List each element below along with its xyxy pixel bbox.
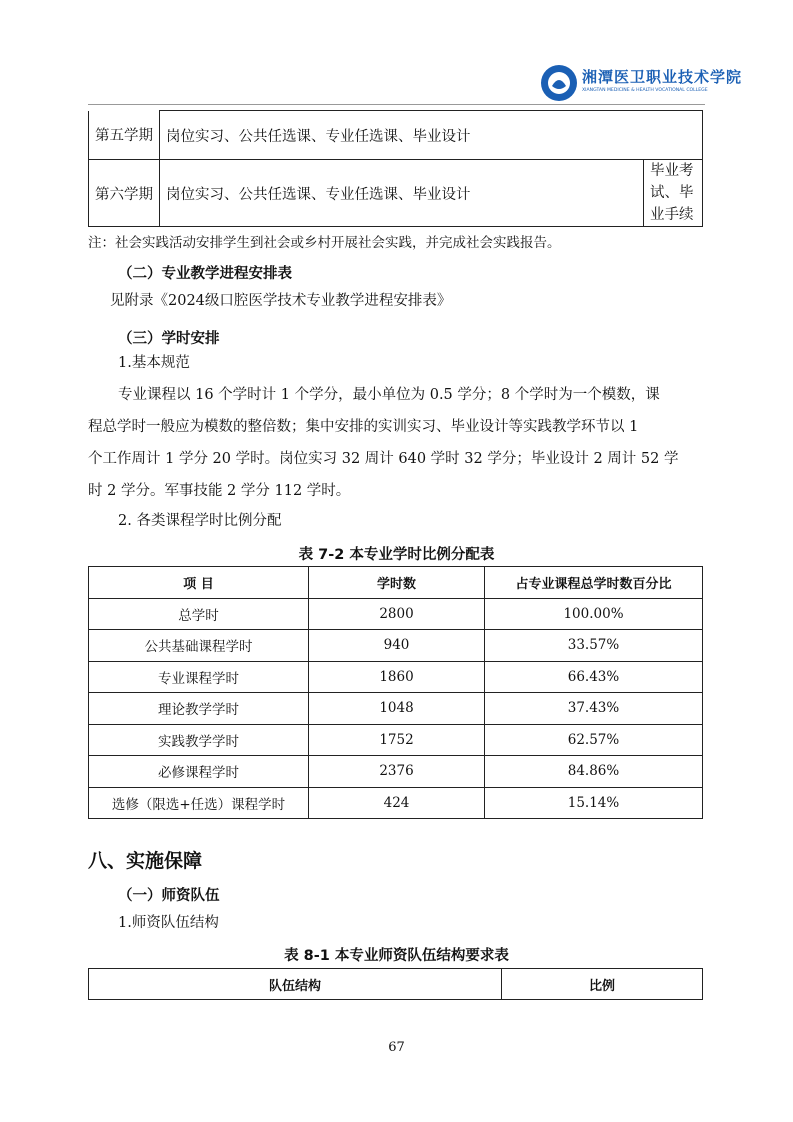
term-cell: 第五学期 <box>89 111 160 160</box>
table-header-row <box>89 969 703 1000</box>
subheading: 1.基本规范 <box>118 355 190 371</box>
hours-table <box>88 566 703 819</box>
table-row <box>89 160 703 227</box>
table-row <box>89 724 703 756</box>
table-row <box>89 661 703 693</box>
table-row <box>89 598 703 630</box>
note-cell: 毕业考试、毕业手续 <box>644 160 703 227</box>
subheading: 1.师资队伍结构 <box>118 915 219 931</box>
column-header: 学时数 <box>309 567 485 599</box>
section-heading: （一）师资队伍 <box>118 888 220 904</box>
cell: 15.14% <box>485 787 703 819</box>
table-row <box>89 111 703 160</box>
content-cell: 岗位实习、公共任选课、专业任选课、毕业设计 <box>160 160 644 227</box>
cell: 2376 <box>309 756 485 788</box>
paragraph-line: 程总学时一般应为模数的整倍数；集中安排的实训实习、毕业设计等实践教学环节以 1 <box>88 419 639 435</box>
cell: 实践教学学时 <box>89 724 309 756</box>
paragraph-line: 时 2 学分。军事技能 2 学分 112 学时。 <box>88 483 351 499</box>
column-header: 队伍结构 <box>89 969 502 1000</box>
logo-cn: 湘潭医卫职业技术学院 <box>582 68 743 86</box>
college-emblem-icon <box>540 64 578 102</box>
cell: 84.86% <box>485 756 703 788</box>
schedule-table <box>88 110 703 227</box>
table-row <box>89 787 703 819</box>
header-divider <box>88 104 705 105</box>
cell: 62.57% <box>485 724 703 756</box>
table-caption: 表 7-2 本专业学时比例分配表 <box>298 547 495 563</box>
content-cell: 岗位实习、公共任选课、专业任选课、毕业设计 <box>160 111 703 160</box>
cell: 1752 <box>309 724 485 756</box>
table-note: 注：社会实践活动安排学生到社会或乡村开展社会实践，并完成社会实践报告。 <box>88 235 561 251</box>
college-logo <box>540 64 743 102</box>
cell: 33.57% <box>485 630 703 662</box>
paragraph-line: 个工作周计 1 学分 20 学时。岗位实习 32 周计 640 学时 32 学分；毕业设计 2 周计 52 学 <box>88 451 679 467</box>
cell: 总学时 <box>89 598 309 630</box>
subheading: 2. 各类课程学时比例分配 <box>118 513 282 529</box>
column-header: 项 目 <box>89 567 309 599</box>
cell: 940 <box>309 630 485 662</box>
cell: 1048 <box>309 693 485 725</box>
table-header-row <box>89 567 703 599</box>
cell: 424 <box>309 787 485 819</box>
cell: 66.43% <box>485 661 703 693</box>
faculty-table <box>88 968 703 1000</box>
paragraph-line: 专业课程以 16 个学时计 1 个学分，最小单位为 0.5 学分；8 个学时为一个模数，课 <box>118 387 660 403</box>
table-row <box>89 756 703 788</box>
cell: 1860 <box>309 661 485 693</box>
column-header: 比例 <box>502 969 703 1000</box>
cell: 100.00% <box>485 598 703 630</box>
logo-en: XIANGTAN MEDICINE & HEALTH VOCATIONAL COLLEGE <box>582 88 708 93</box>
table-row <box>89 630 703 662</box>
section-heading: （三）学时安排 <box>118 331 220 347</box>
paragraph: 见附录《2024级口腔医学技术专业教学进程安排表》 <box>110 293 452 309</box>
table-caption: 表 8-1 本专业师资队伍结构要求表 <box>284 948 509 964</box>
page-number: 67 <box>388 1040 405 1055</box>
column-header: 占专业课程总学时数百分比 <box>485 567 703 599</box>
term-cell: 第六学期 <box>89 160 160 227</box>
cell: 选修（限选+任选）课程学时 <box>89 787 309 819</box>
cell: 公共基础课程学时 <box>89 630 309 662</box>
cell: 专业课程学时 <box>89 661 309 693</box>
cell: 理论教学学时 <box>89 693 309 725</box>
cell: 必修课程学时 <box>89 756 309 788</box>
table-row <box>89 693 703 725</box>
section-heading: （二）专业教学进程安排表 <box>118 266 292 282</box>
chapter-heading: 八、实施保障 <box>88 850 203 872</box>
cell: 2800 <box>309 598 485 630</box>
cell: 37.43% <box>485 693 703 725</box>
